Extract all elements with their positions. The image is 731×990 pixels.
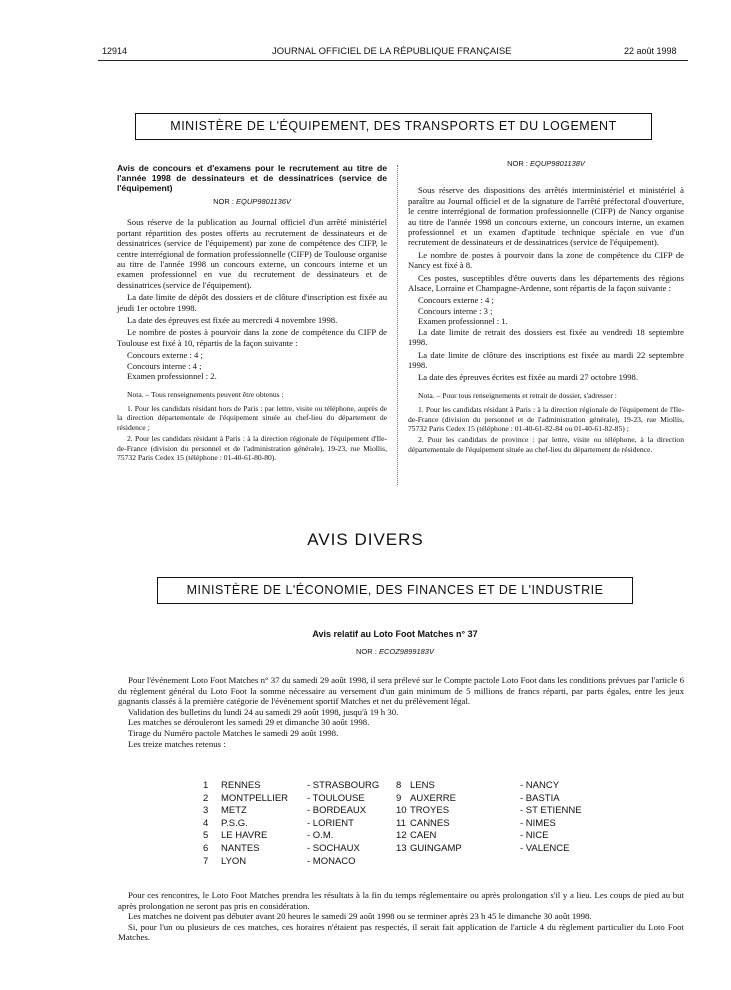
- right-paragraph: La date limite de retrait des dossiers est fixée au vendredi 18 septembre 1998.: [408, 326, 684, 348]
- loto-nor-label: NOR :: [356, 647, 377, 656]
- match-row: [203, 780, 379, 793]
- left-list-item: Concours interne : 4 ;: [127, 360, 202, 371]
- match-row: [396, 793, 582, 806]
- match-away-team: - O.M.: [307, 830, 334, 842]
- left-nor-code: EQUP9801136V: [236, 197, 291, 206]
- match-row: [396, 843, 582, 856]
- match-row: [203, 793, 379, 806]
- right-paragraph: Ces postes, susceptibles d'être ouverts dans les départements des régions Alsace, Lorraine et Champagne-Ardenne, sont répartis de la façon suivante :: [408, 272, 684, 294]
- match-number: 7: [203, 855, 209, 867]
- matches-left-column: [203, 780, 379, 868]
- match-away-team: - NANCY: [520, 780, 560, 791]
- right-paragraph: La date limite de clôture des inscriptions est fixée au mardi 22 septembre 1998.: [408, 349, 684, 370]
- match-away-team: - BASTIA: [520, 792, 560, 804]
- column-divider: [397, 165, 398, 485]
- match-away-team: - NICE: [520, 830, 549, 842]
- match-away-team: - SOCHAUX: [307, 842, 360, 854]
- journal-title: JOURNAL OFFICIEL DE LA RÉPUBLIQUE FRANÇAISE: [272, 46, 512, 57]
- right-list-item: Examen professionnel : 1.: [418, 316, 508, 327]
- match-home-team: CANNES: [410, 817, 450, 829]
- loto-paragraph: Si, pour l'un ou plusieurs de ces matches, ces horaires n'étaient pas respectés, il serait fait application de l'article 4 du règlement particulier du Loto Foot Matches.: [118, 921, 684, 943]
- left-nota: Nota. – Tous renseignements peuvent être obtenus :: [127, 389, 284, 399]
- ministry-economie-box: MINISTÈRE DE L'ÉCONOMIE, DES FINANCES ET DE L'INDUSTRIE: [157, 577, 633, 604]
- loto-conditions: [118, 890, 684, 943]
- match-number: 6: [203, 842, 209, 854]
- matches-right-column: [396, 780, 582, 856]
- match-row: [203, 818, 379, 831]
- loto-nor-code: ECOZ9899183V: [378, 647, 434, 656]
- match-home-team: LENS: [410, 780, 435, 791]
- left-paragraph: Sous réserve de la publication au Journal officiel d'un arrêté ministériel portant répartition des postes offerts au recrutement de dessinateurs et de dessinatrices (service de l'équipement) par zone de compétence des CIFP, le centre interrégional de formation professionnelle (CIFP) de Toulouse organise au titre de l'année 1998 un concours externe, un concours interne et un examen professionnel en vue du recrutement de dessinateurs et de dessinatrices (service de l'équipement).: [117, 217, 387, 290]
- match-row: [203, 856, 379, 869]
- match-away-team: - STRASBOURG: [307, 780, 380, 791]
- match-row: [396, 830, 582, 843]
- match-away-team: - TOULOUSE: [307, 792, 365, 804]
- match-number: 3: [203, 805, 209, 817]
- match-away-team: - LORIENT: [307, 817, 354, 829]
- left-nota-item: 1. Pour les candidats résidant hors de Paris : par lettre, visite ou téléphone, auprès de la direction départementale de l'équipement située au chef-lieu du département de résidence ;: [117, 403, 387, 432]
- left-list-item: Examen professionnel : 2.: [127, 371, 217, 382]
- right-nota: Nota. – Pour tous renseignements et retrait de dossier, s'adresser :: [418, 390, 617, 400]
- ministry-equipement-box: MINISTÈRE DE L'ÉQUIPEMENT, DES TRANSPORTS ET DU LOGEMENT: [135, 113, 652, 140]
- match-row: [396, 818, 582, 831]
- match-row: [396, 805, 582, 818]
- match-away-team: - NIMES: [520, 817, 556, 829]
- match-away-team: - MONACO: [307, 855, 356, 867]
- left-nota-item: 2. Pour les candidats résidant à Paris : à la direction régionale de l'équipement d'Ile-de-France (division du personnel et de l'administration générale), 19-23, rue Miollis, 75732 Paris Cedex 15 (téléphone : 01-40-61-80-80).: [117, 434, 387, 462]
- section-heading-avis-divers: AVIS DIVERS: [307, 530, 424, 549]
- page-number: 12914: [102, 46, 128, 56]
- match-home-team: AUXERRE: [410, 792, 456, 804]
- match-number: 12: [396, 830, 407, 842]
- right-paragraph: Le nombre de postes à pourvoir dans la zone de compétence du CIFP de Nancy est fixé à 8.: [408, 249, 684, 271]
- loto-paragraph: Pour l'événement Loto Foot Matches n° 37 du samedi 29 août 1998, il sera prélevé sur le Compte pactole Loto Foot dans les conditions prévues par l'article 6 du règlement général du Loto Foot la somme nécessaire au versement d'un gain minimum de 5 millions de francs réparti, par parts égales, entre les jeux gagnants classés à la première catégorie de l'événement sportif Matches et net du prélèvement légal.: [118, 675, 684, 707]
- match-number: 5: [203, 830, 209, 842]
- left-column: [117, 163, 387, 464]
- left-list-item: Concours externe : 4 ;: [127, 350, 203, 361]
- loto-paragraph: Les matches se dérouleront les samedi 29 et dimanche 30 août 1998.: [128, 717, 370, 728]
- right-nor: [408, 159, 684, 169]
- match-away-team: - ST ETIENNE: [520, 805, 582, 817]
- match-home-team: RENNES: [221, 780, 261, 791]
- loto-body: [118, 675, 684, 749]
- loto-paragraph: Les matches ne doivent pas débuter avant 20 heures le samedi 29 août 1998 ou se terminer après 23 h 45 le dimanche 30 août 1998.: [128, 911, 592, 922]
- match-home-team: CAEN: [410, 830, 437, 842]
- left-paragraph: Le nombre de postes à pourvoir dans la zone de compétence du CIFP de Toulouse est fixé à 10, répartis de la façon suivante :: [117, 327, 387, 348]
- left-paragraph: La date limite de dépôt des dossiers et de clôture d'inscription est fixée au jeudi 1er octobre 1998.: [117, 292, 387, 313]
- match-row: [203, 843, 379, 856]
- match-number: 8: [396, 780, 402, 791]
- match-home-team: NANTES: [221, 842, 260, 854]
- match-number: 13: [396, 842, 407, 854]
- match-home-team: MONTPELLIER: [221, 792, 289, 804]
- match-number: 2: [203, 792, 209, 804]
- match-home-team: LYON: [221, 855, 247, 867]
- match-away-team: - BORDEAUX: [307, 805, 367, 817]
- left-nor: [117, 197, 387, 207]
- match-home-team: METZ: [221, 805, 247, 817]
- loto-paragraph: Les treize matches retenus :: [128, 738, 226, 749]
- match-number: 10: [396, 805, 407, 817]
- right-nor-label: NOR :: [507, 159, 528, 168]
- match-home-team: LE HAVRE: [221, 830, 268, 842]
- match-away-team: - VALENCE: [520, 842, 570, 854]
- loto-title: Avis relatif au Loto Foot Matches n° 37: [312, 629, 478, 639]
- match-home-team: GUINGAMP: [410, 842, 462, 854]
- right-list-item: Concours externe : 4 ;: [418, 295, 494, 306]
- match-home-team: TROYES: [410, 805, 450, 817]
- right-paragraph: Sous réserve des dispositions des arrêtés interministériel et ministériel à paraître au Journal officiel et de la signature de l'arrêté préfectoral d'ouverture, le centre interrégional de formation professionnelle (CIFP) de Nancy organise au titre de l'année 1998 un concours externe, un concours interne, un examen professionnel et un examen d'aptitude technique spéciale en vue d'un recrutement de dessinateurs et de dessinatrices (service de l'équipement).: [408, 185, 684, 248]
- right-nota-item: 1. Pour les candidats résidant à Paris : à la direction régionale de l'équipement de l'Ile-de-France (division du personnel et de l'administration générale), 19-23, rue Miollis, 75732 Paris Cedex 15 (téléphone : 01-40-61-82-84 ou 01-40-61-82-85) ;: [408, 405, 684, 433]
- match-number: 9: [396, 792, 402, 804]
- left-notice-title: Avis de concours et d'examens pour le recrutement au titre de l'année 1998 de dessinateurs et de dessinatrices (service de l'équipement): [117, 163, 387, 193]
- loto-nor: [0, 647, 731, 656]
- header-rule: [98, 60, 688, 61]
- right-nota-item: 2. Pour les candidats de province : par lettre, visite ou téléphone, à la direction départementale de l'équipement située au chef-lieu du département de résidence.: [408, 435, 684, 454]
- right-column: [408, 159, 684, 456]
- loto-paragraph: Tirage du Numéro pactole Matches le samedi 29 août 1998.: [128, 727, 339, 738]
- left-paragraph: La date des épreuves est fixée au mercredi 4 novembre 1998.: [127, 315, 338, 326]
- match-number: 1: [203, 780, 209, 791]
- loto-paragraph: Validation des bulletins du lundi 24 au samedi 29 août 1998, jusqu'à 19 h 30.: [128, 706, 399, 717]
- right-nor-code: EQUP9801138V: [530, 159, 585, 168]
- loto-paragraph: Pour ces rencontres, le Loto Foot Matches prendra les résultats à la fin du temps réglementaire ou après prolongation s'il y a lieu. Les coups de pied au but après prolongation ne seront pas pris en considération.: [118, 890, 684, 911]
- match-number: 11: [396, 817, 406, 829]
- issue-date: 22 août 1998: [624, 46, 677, 56]
- match-row: [203, 830, 379, 843]
- match-row: [203, 805, 379, 818]
- match-number: 4: [203, 817, 209, 829]
- left-nor-label: NOR :: [213, 197, 234, 206]
- right-list-item: Concours interne : 3 ;: [418, 305, 493, 316]
- match-home-team: P.S.G.: [221, 817, 248, 829]
- match-row: [396, 780, 582, 793]
- right-paragraph: La date des épreuves écrites est fixée au mardi 27 octobre 1998.: [418, 372, 639, 383]
